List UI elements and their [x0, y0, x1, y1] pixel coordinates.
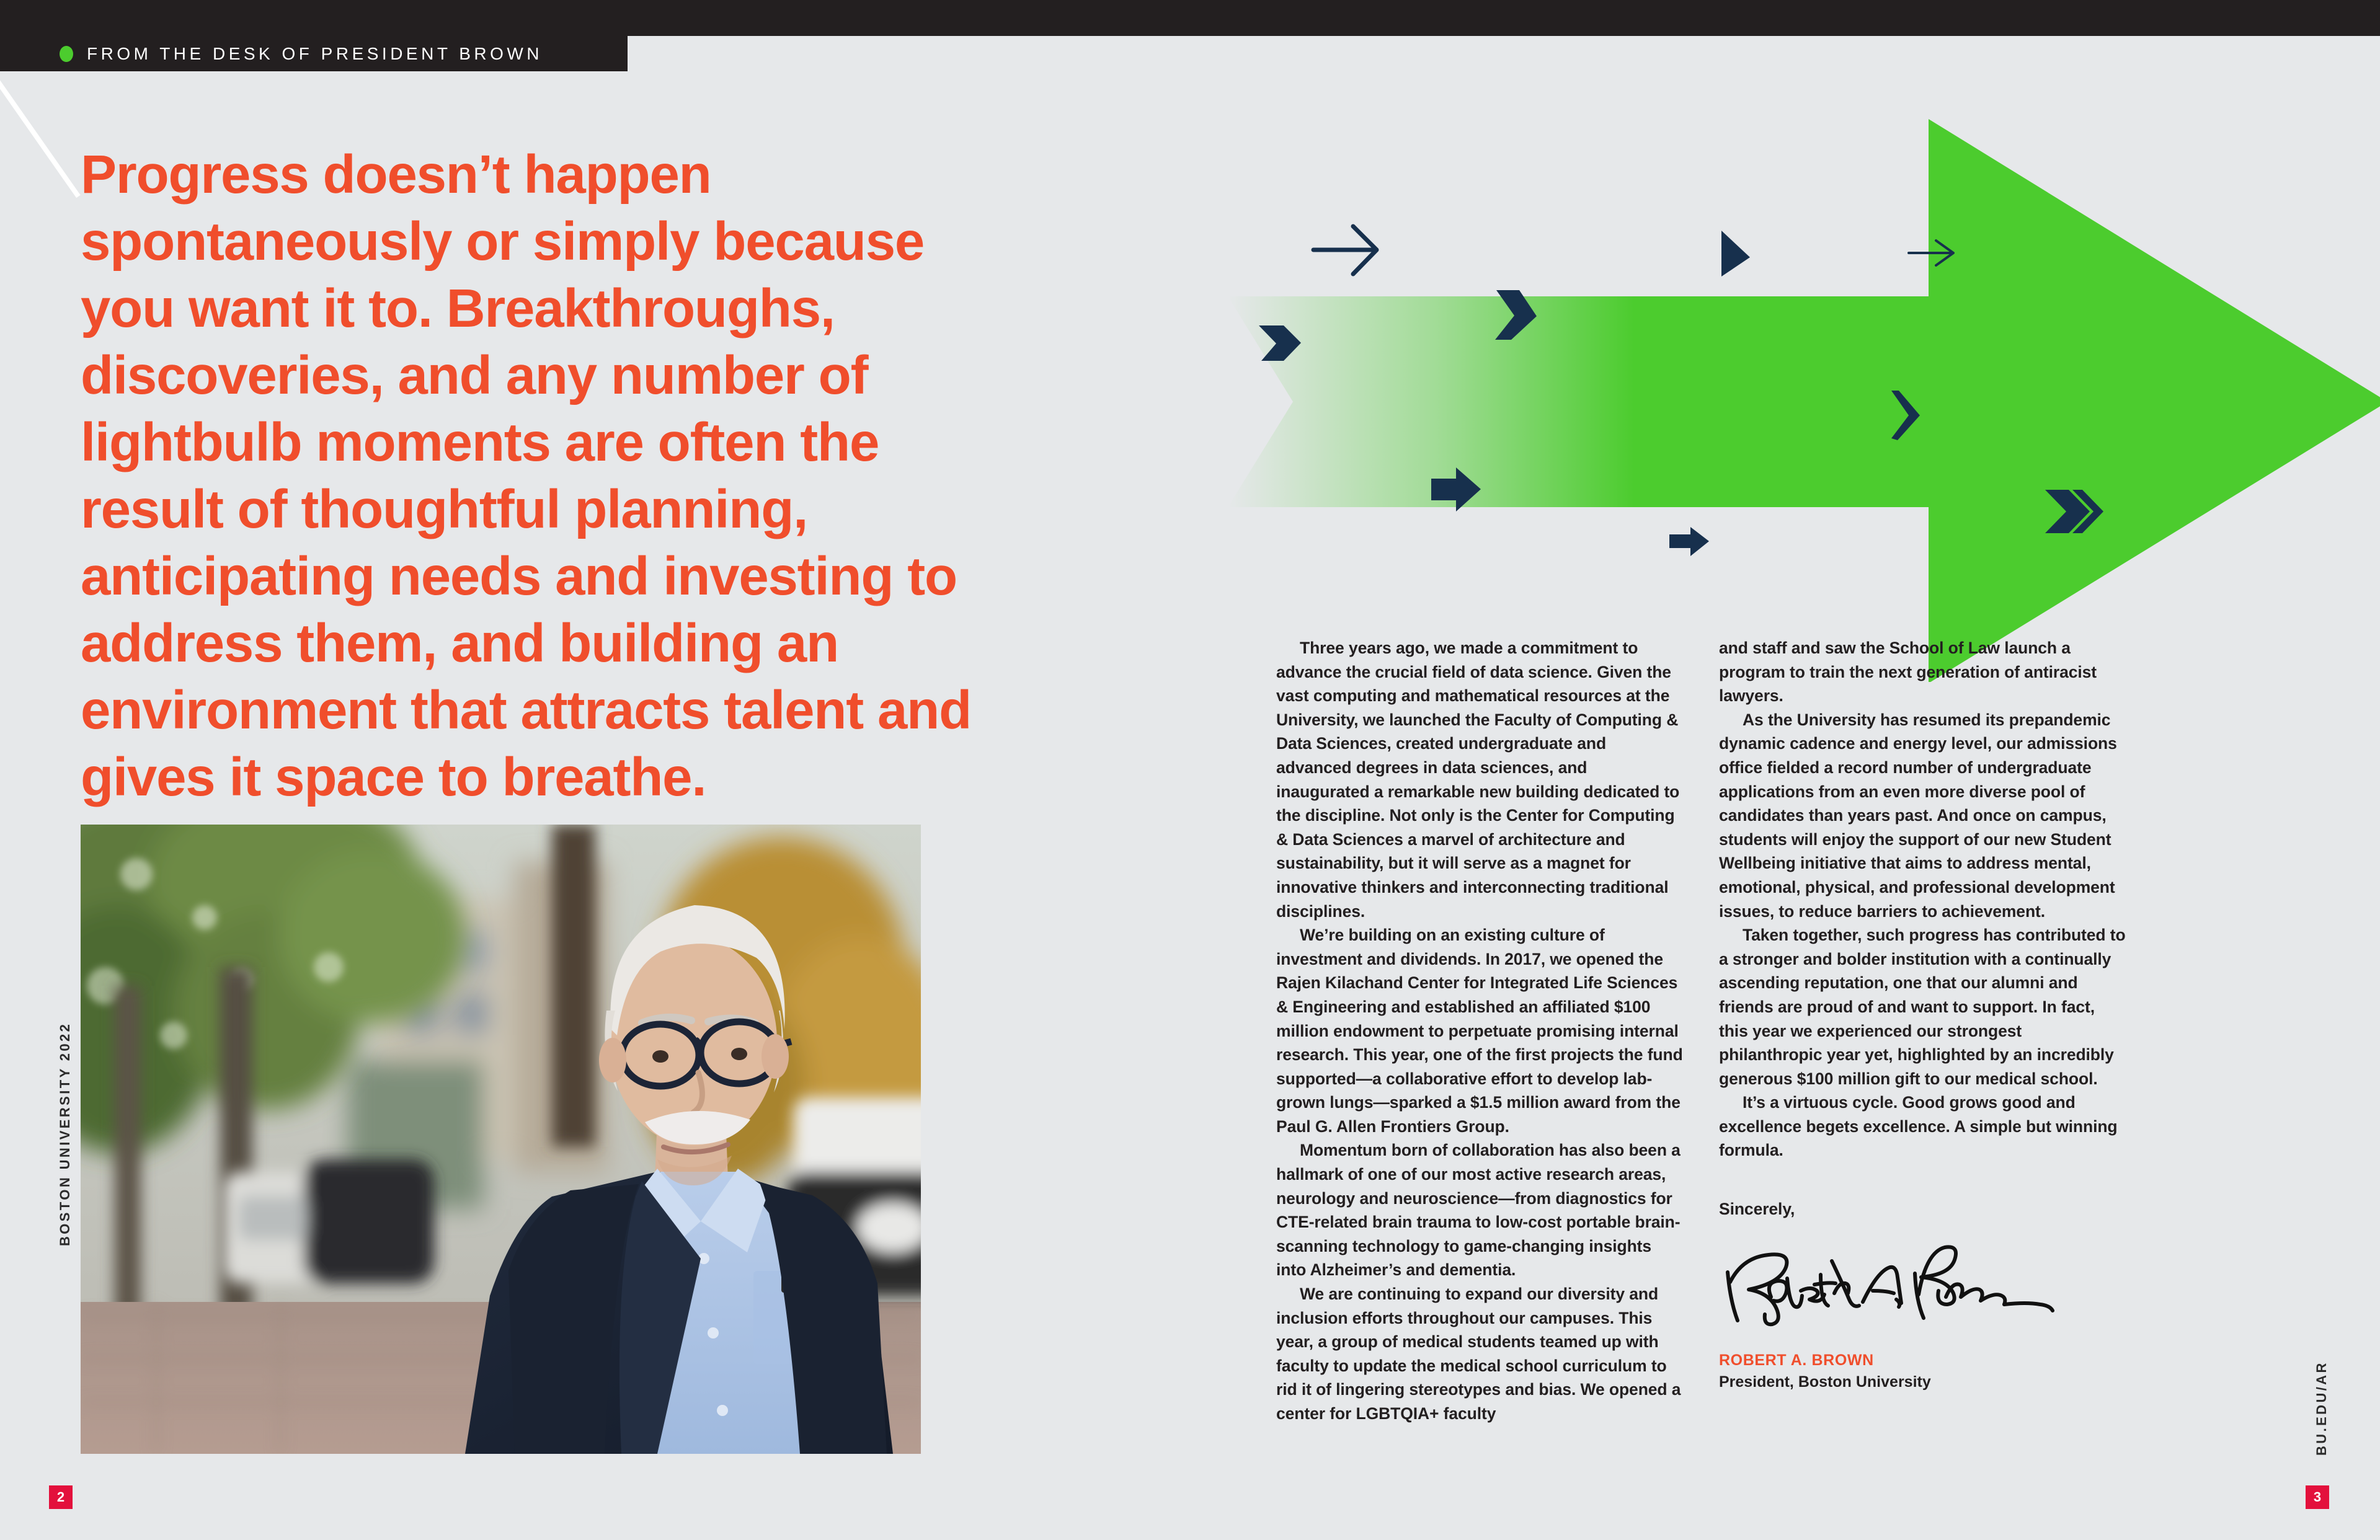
body-paragraph: We are continuing to expand our diversity and inclusion efforts throughout our campuses. This year, a group of medical students teamed up with faculty to update the medical school curriculum to rid it of lingering stereotypes and bias. We opened a center for LGBTQIA+ faculty: [1276, 1285, 1681, 1423]
page-number-badge-left: 2: [49, 1485, 73, 1509]
letter-body: [1276, 636, 2126, 1426]
right-rail-label: BU.EDU/AR: [2314, 1361, 2329, 1456]
body-paragraph: Three years ago, we made a commitment to advance the crucial field of data science. Given the vast computing and mathematical resources at the University, we launched the Faculty of Computing & Data Sciences, created undergraduate and advanced degrees in data sciences, and inaugurated a remarkable new building dedicated to the discipline. Not only is the Center for Computing & Data Sciences a marvel of architecture and sustainability, but it will serve as a magnet for innovative thinkers and interconnecting traditional disciplines.: [1276, 639, 1680, 921]
signature-image: [1719, 1237, 2091, 1330]
diagonal-slash-decoration: [0, 73, 81, 198]
signer-name: ROBERT A. BROWN: [1719, 1351, 1874, 1369]
page-number-badge-right: 3: [2306, 1485, 2329, 1509]
body-paragraph: It’s a virtuous cycle. Good grows good and excellence begets excellence. A simple but winning formula.: [1719, 1093, 2118, 1160]
body-column-two: [1719, 636, 2126, 1426]
body-paragraph: We’re building on an existing culture of investment and dividends. In 2017, we opened the Rajen Kilachand Center for Integrated Life Sciences & Engineering and established an affiliated $100 million endowment to perpetuate promising internal research. This year, one of the first projects the fund supported—a collaborative effort to develop lab-grown lungs—sparked a $1.5 million award from the Paul G. Allen Frontiers Group.: [1276, 926, 1683, 1136]
left-rail-label: BOSTON UNIVERSITY 2022: [57, 1022, 73, 1246]
kicker-group: [60, 36, 543, 71]
outline-arrow-icon: [1313, 226, 1377, 274]
green-forward-arrow-graphic: [1209, 93, 2380, 682]
kicker-label: FROM THE DESK OF PRESIDENT BROWN: [87, 43, 543, 63]
page-title: Progress doesn’t happen spontaneously or simply because you want it to. Breakthroughs, discoveries, and any number of lightbulb moments are often the result of thoughtful planning, anticipating needs and investing to address them, and building an environment that attracts talent and gives it space to breathe.: [81, 144, 972, 807]
signer-title: President, Boston University: [1719, 1373, 1931, 1391]
body-paragraph: and staff and saw the School of Law launch a program to train the next generation of antiracist lawyers.: [1719, 639, 2097, 706]
president-portrait-photo: [81, 825, 921, 1454]
body-paragraph: As the University has resumed its prepandemic dynamic cadence and energy level, our admissions office fielded a record number of undergraduate applications from an even more diverse pool of candidates than years past. And once on campus, students will enjoy the support of our new Student Wellbeing initiative that aims to address mental, emotional, physical, and professional development issues, to reduce barriers to achievement.: [1719, 710, 2117, 921]
body-column-one: [1276, 636, 1683, 1426]
body-paragraph: Momentum born of collaboration has also been a hallmark of one of our most active research areas, neurology and neuroscience—from diagnostics for CTE-related brain trauma to low-cost portable brain-scanning technology to game-changing insights into Alzheimer’s and dementia.: [1276, 1141, 1681, 1280]
signoff-text: Sincerely,: [1719, 1200, 1795, 1219]
body-paragraph: Taken together, such progress has contributed to a stronger and bolder institution with a continually ascending reputation, one that our alumni and friends are proud of and want to support. In fact, this year we experienced our strongest philanthropic year yet, highlighted by an incredibly generous $100 million gift to our medical school.: [1719, 926, 2126, 1088]
portrait-illustration: [81, 825, 921, 1454]
green-dot-icon: [60, 46, 73, 62]
